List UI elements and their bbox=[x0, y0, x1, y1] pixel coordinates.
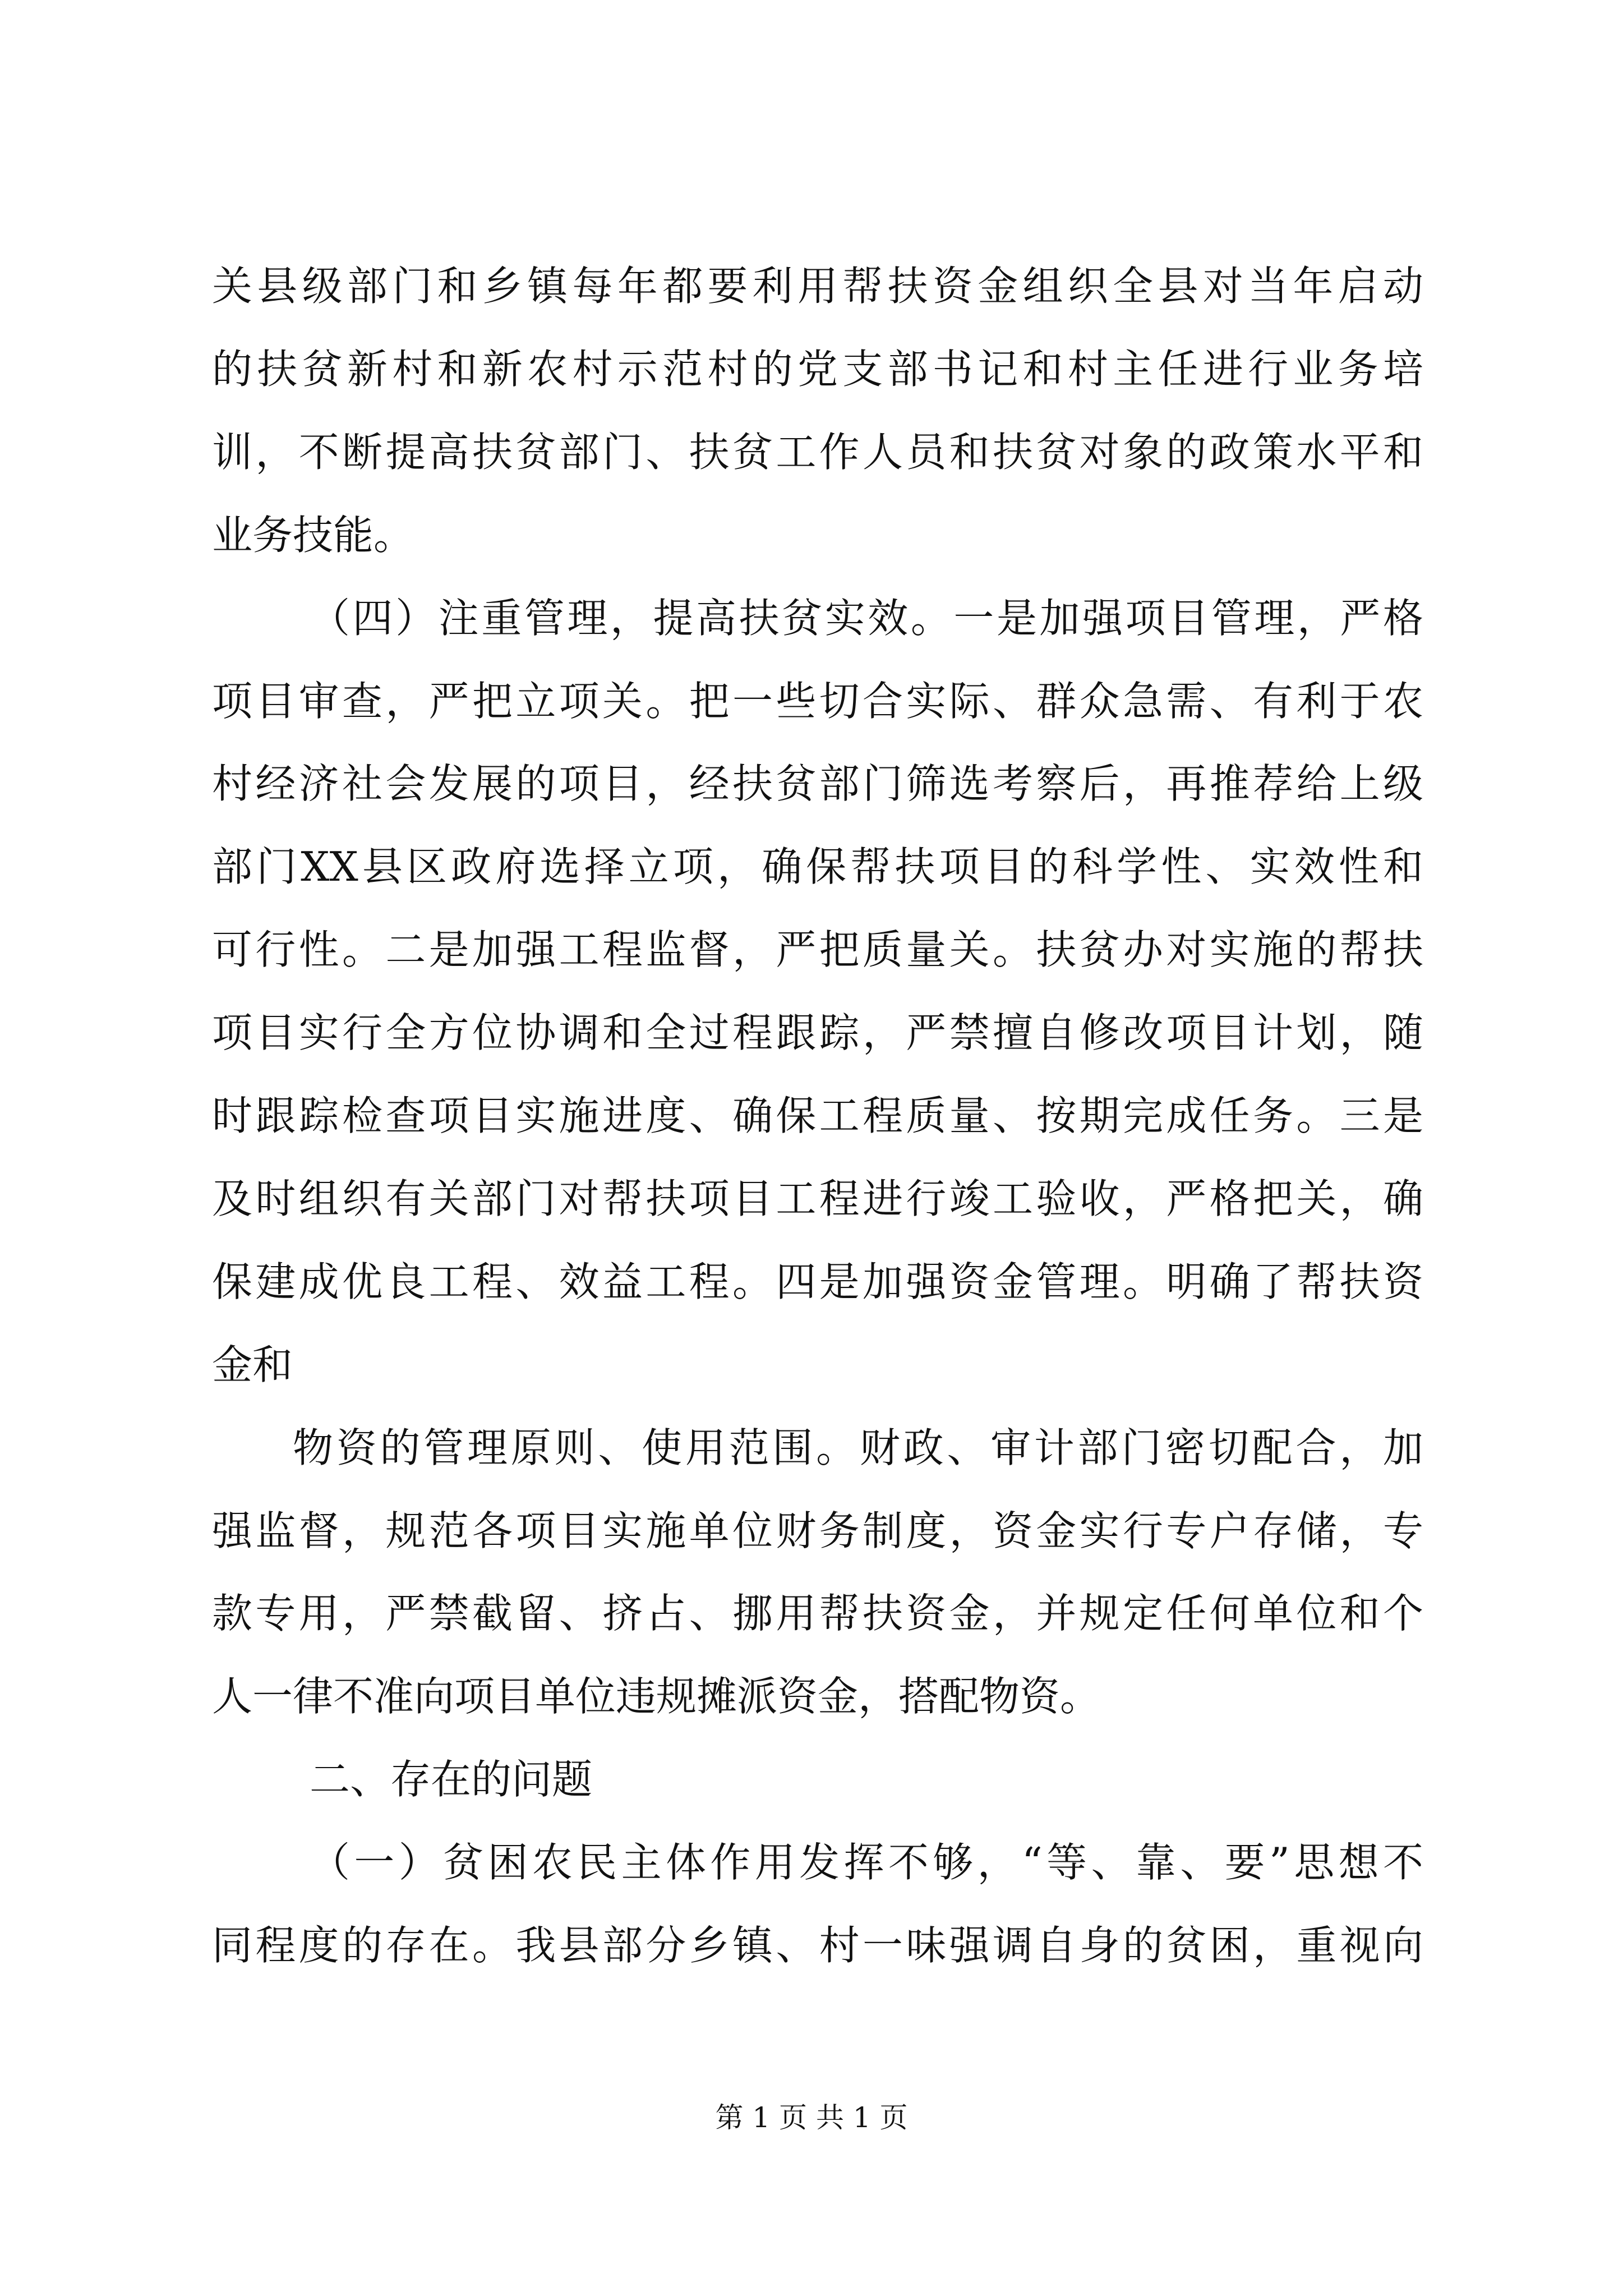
body-line-20: （一）贫困农民主体作用发挥不够，“等、靠、要”思想不 bbox=[310, 1839, 1423, 1886]
body-line-1: 关县级部门和乡镇每年都要利用帮扶资金组织全县对当年启动 bbox=[212, 263, 1423, 310]
body-line-16: 强监督，规范各项目实施单位财务制度，资金实行专户存储，专 bbox=[212, 1507, 1423, 1554]
body-line-12: 及时组织有关部门对帮扶项目工程进行竣工验收，严格把关，确 bbox=[212, 1175, 1423, 1222]
body-line-7: 村经济社会发展的项目，经扶贫部门筛选考察后，再推荐给上级 bbox=[212, 760, 1423, 807]
body-line-9: 可行性。二是加强工程监督，严把质量关。扶贫办对实施的帮扶 bbox=[212, 926, 1423, 973]
body-line-13: 保建成优良工程、效益工程。四是加强资金管理。明确了帮扶资 bbox=[212, 1258, 1423, 1305]
body-line-10: 项目实行全方位协调和全过程跟踪，严禁擅自修改项目计划，随 bbox=[212, 1009, 1423, 1056]
body-line-4: 业务技能。 bbox=[212, 512, 414, 559]
body-line-6: 项目审查，严把立项关。把一些切合实际、群众急需、有利于农 bbox=[212, 678, 1423, 725]
body-line-3: 训，不断提高扶贫部门、扶贫工作人员和扶贫对象的政策水平和 bbox=[212, 429, 1423, 476]
page-footer: 第 1 页 共 1 页 bbox=[715, 2101, 908, 2134]
body-line-2: 的扶贫新村和新农村示范村的党支部书记和村主任进行业务培 bbox=[212, 346, 1423, 393]
body-line-19: 二、存在的问题 bbox=[310, 1756, 593, 1803]
body-line-21: 同程度的存在。我县部分乡镇、村一味强调自身的贫困，重视向 bbox=[212, 1922, 1423, 1969]
body-line-15: 物资的管理原则、使用范围。财政、审计部门密切配合，加 bbox=[293, 1424, 1423, 1471]
body-line-17: 款专用，严禁截留、挤占、挪用帮扶资金，并规定任何单位和个 bbox=[212, 1590, 1423, 1637]
body-line-5: （四）注重管理，提高扶贫实效。一是加强项目管理，严格 bbox=[310, 595, 1423, 642]
body-line-18: 人一律不准向项目单位违规摊派资金，搭配物资。 bbox=[212, 1673, 1101, 1720]
body-line-8: 部门XX县区政府选择立项，确保帮扶项目的科学性、实效性和 bbox=[212, 843, 1423, 890]
body-line-11: 时跟踪检查项目实施进度、确保工程质量、按期完成任务。三是 bbox=[212, 1092, 1423, 1139]
body-line-14: 金和 bbox=[212, 1341, 293, 1388]
